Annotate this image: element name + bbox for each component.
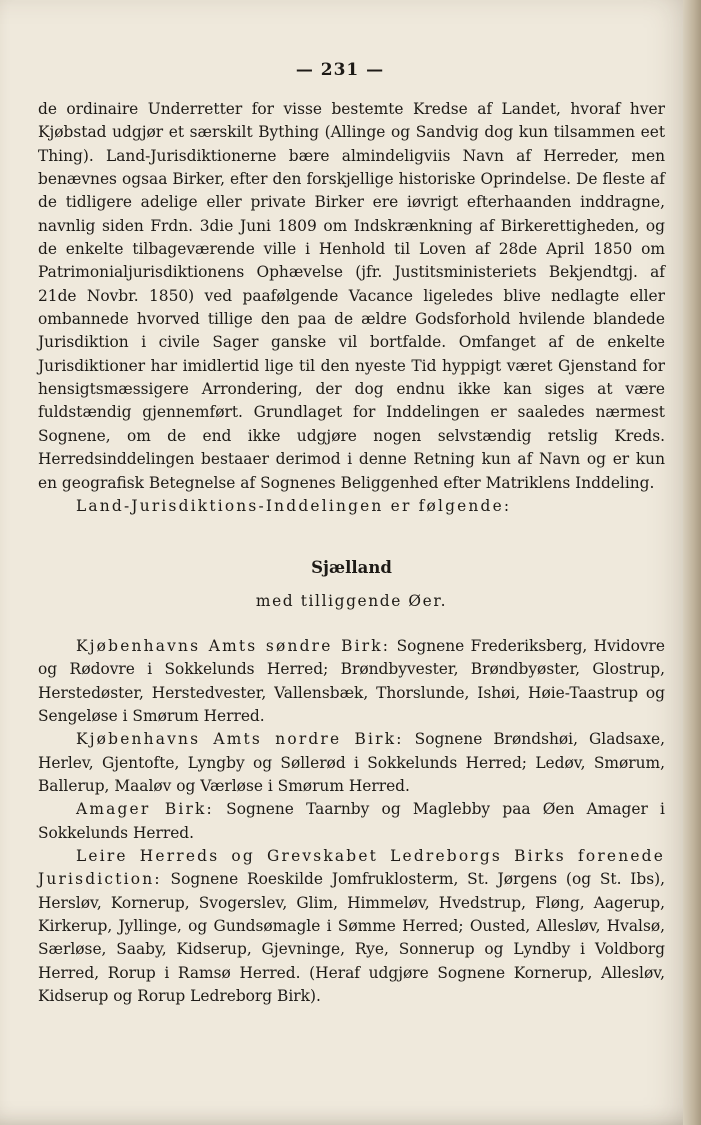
- entry-lead: Kjøbenhavns Amts søndre Birk:: [76, 636, 391, 655]
- entry-lead: Amager Birk:: [76, 800, 214, 819]
- entry-paragraph: [38, 635, 665, 728]
- entry-paragraph: [38, 728, 665, 798]
- section-subheading: med tilliggende Øer.: [255, 591, 448, 610]
- intro-closing-text: Land-Jurisdiktions-Inddelingen er følgende:: [76, 496, 512, 515]
- section-heading: Sjælland: [311, 558, 392, 578]
- entry-text: Sognene Roeskilde Jomfruklosterm, St. Jørgens (og St. Ibs), Hersløv, Kornerup, Svogerslev, Glim, Himmeløv, Hvedstrup, Fløng, Aagerup, Kirkerup, Jyllinge, og Gundsømagle i Sømme Herred; Ousted, Allesløv, Hvalsø, Særløse, Saaby, Kidserup, Gjevninge, Rye, Sonnerup og Lyndby i Voldborg Herred, Rorup i Ramsø Herred. (Heraf udgjøre Sognene Kornerup, Allesløv, Kidserup og Rorup Ledreborg Birk).: [38, 870, 665, 1006]
- intro-paragraph: de ordinaire Underretter for visse bestemte Kredse af Landet, hvoraf hver Kjøbstad udgjør et særskilt Bything (Allinge og Sandvig dog kun tilsammen eet Thing). Land-Jurisdiktionerne bære almindeligviis Navn af Herreder, men benævnes ogsaa Birker, efter den forskjellige historiske Oprindelse. De fleste af de tidligere adelige eller private Birker ere iøvrigt efterhaanden inddragne, navnlig siden Frdn. 3die Juni 1809 om Indskrænkning af Birkerettigheden, og de enkelte tilbageværende ville i Henhold til Loven af 28de April 1850 om Patrimonialjurisdiktionens Ophævelse (jfr. Justitsministeriets Bekjendtgj. af 21de Novbr. 1850) ved paafølgende Vacance ligeledes blive nedlagte eller ombannede hvorved tillige den paa de ældre Godsforhold hvilende blandede Jurisdiktion i civile Sager ganske vil bortfalde. Omfanget af de enkelte Jurisdiktioner har imidlertid lige til den nyeste Tid hyppigt været Gjenstand for hensigtsmæssigere Arrondering, der dog endnu ikke kan siges at være fuldstændig gjennemført. Grundlaget for Inddelingen er saaledes nærmest Sognene, om de end ikke udgjøre nogen selvstændig retslig Kreds. Herredsinddelingen bestaaer derimod i denne Retning kun af Navn og er kun en geografisk Betegnelse af Sognenes Beliggenhed efter Matriklens Inddeling.: [38, 100, 665, 492]
- intro-closing: [38, 495, 665, 518]
- entry-text: Sognene Taarnby og Maglebby paa Øen Amager i Sokkelunds Herred.: [38, 800, 665, 842]
- page-gutter: [683, 0, 701, 1125]
- entry-text: Sognene Brøndshøi, Gladsaxe, Herlev, Gjentofte, Lyngby og Søllerød i Sokkelunds Herred; Ledøv, Smørum, Ballerup, Maaløv og Værløse i Smørum Herred.: [38, 730, 665, 795]
- entry-text: Sognene Frederiksberg, Hvidovre og Rødovre i Sokkelunds Herred; Brøndbyvester, Brøndbyøster, Glostrup, Herstedøster, Herstedvester, Vallensbæk, Thorslunde, Ishøi, Høie-Taastrup og Sengeløse i Smørum Herred.: [38, 636, 665, 725]
- page-body: [38, 98, 665, 1008]
- entry-paragraph: [38, 798, 665, 845]
- entry-lead: Kjøbenhavns Amts nordre Birk:: [76, 730, 404, 749]
- entry-lead: Leire Herreds og Grevskabet Ledreborgs Birks forenede Jurisdiction:: [38, 846, 665, 889]
- entry-paragraph: [38, 845, 665, 1008]
- page-number: — 231 —: [295, 60, 385, 80]
